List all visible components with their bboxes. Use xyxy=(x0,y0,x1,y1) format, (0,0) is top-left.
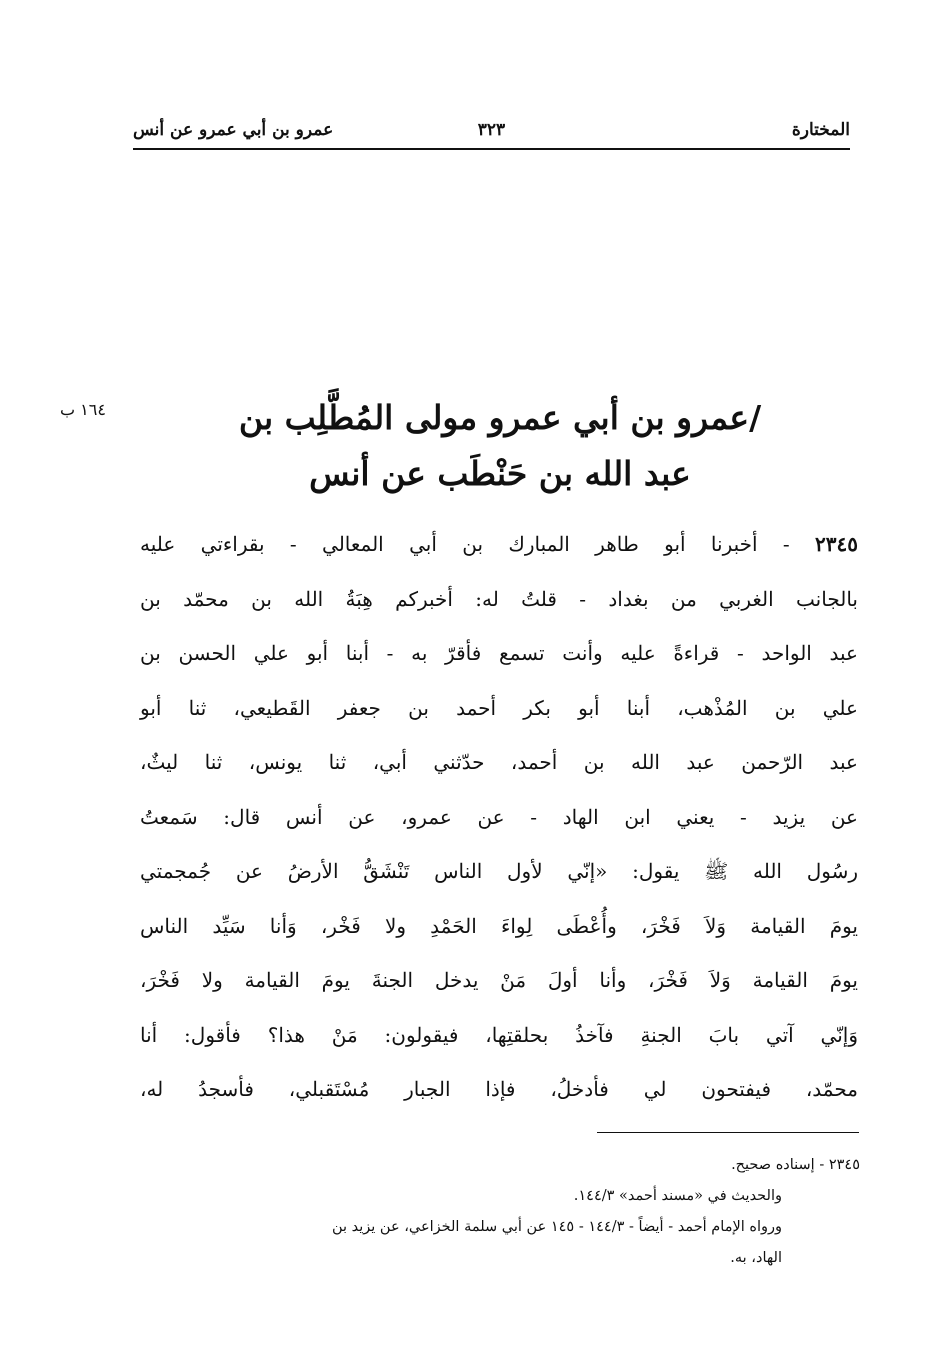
footnotes xyxy=(140,1150,860,1274)
manuscript-folio-note: ١٦٤ ب xyxy=(60,400,106,419)
footnote-line: الهاد، به. xyxy=(730,1250,782,1266)
hadith-line: يومَ القيامة وَلاَ فَخْرَ، وأنا أولَ مَنْ يدخل الجنةَ يومَ القيامة ولا فَخْرَ، xyxy=(140,968,858,992)
section-title-line-1: /عمرو بن أبي عمرو مولى المُطَّلِب بن xyxy=(238,398,762,437)
footnote-separator xyxy=(597,1132,859,1133)
footnote-line: ورواه الإمام أحمد - أيضاً - ١٤٤/٣ - ١٤٥ عن أبي سلمة الخزاعي، عن يزيد بن xyxy=(331,1219,782,1235)
hadith-line: عبد الرّحمن عبد الله بن أحمد، حدّثني أبي، ثنا يونس، ثنا ليثٌ، xyxy=(140,750,858,774)
hadith-number: ٢٣٤٥ xyxy=(815,532,859,556)
hadith-line: علي بن المُذْهب، أبنا أبو بكر أحمد بن جعفر القَطيعي، ثنا أبو xyxy=(140,695,858,720)
page-number: ٣٢٣ xyxy=(477,120,506,140)
footnote-line: والحديث في «مسند أحمد» ١٤٤/٣. xyxy=(573,1188,782,1204)
section-title-line-2: عبد الله بن حَنْطَب عن أنس xyxy=(309,454,691,493)
hadith-text xyxy=(140,517,858,1117)
hadith-line: وَإنّي آتي بابَ الجنةِ فآخذُ بحلقتِها، فيقولون: مَنْ هذا؟ فأقول: أنا xyxy=(140,1022,858,1047)
running-header xyxy=(133,112,850,150)
section-title xyxy=(200,390,800,502)
hadith-line: رسُول الله ﷺ يقول: «إنّي لأول الناس تَنْشَقُّ الأرضُ عن جُمجمتي xyxy=(140,859,858,883)
hadith-line xyxy=(140,517,858,572)
hadith-line-text: - أخبرنا أبو طاهر المبارك بن أبي المعالي - بقراءتي عليه xyxy=(140,532,790,556)
header-chapter-title: عمرو بن أبي عمرو عن أنس xyxy=(133,120,334,140)
hadith-line: محمّد، فيفتحون لي فأدخلُ، فإذا الجبار مُسْتَقبلي، فأسجدُ له، xyxy=(140,1077,858,1101)
footnote-line: ٢٣٤٥ - إسناده صحيح. xyxy=(731,1157,860,1173)
hadith-line: عن يزيد - يعني ابن الهاد - عن عمرو، عن أنس قال: سَمعتُ xyxy=(140,804,858,829)
hadith-line: يومَ القيامة وَلاَ فَخْرَ، وأُعْطَى لِواءَ الحَمْدِ ولا فَخْر، وَأنا سَيِّد الناس xyxy=(140,913,859,938)
header-rule xyxy=(133,148,850,150)
hadith-line: عبد الواحد - قراءةً عليه وأنت تسمع فأقرّ به - أبنا أبو علي الحسن بن xyxy=(140,641,858,665)
hadith-line: بالجانب الغربي من بغداد - قلتُ له: أخبركم هِبَةُ الله بن محمّد بن xyxy=(140,586,858,611)
header-book-title: المختارة xyxy=(791,120,850,140)
